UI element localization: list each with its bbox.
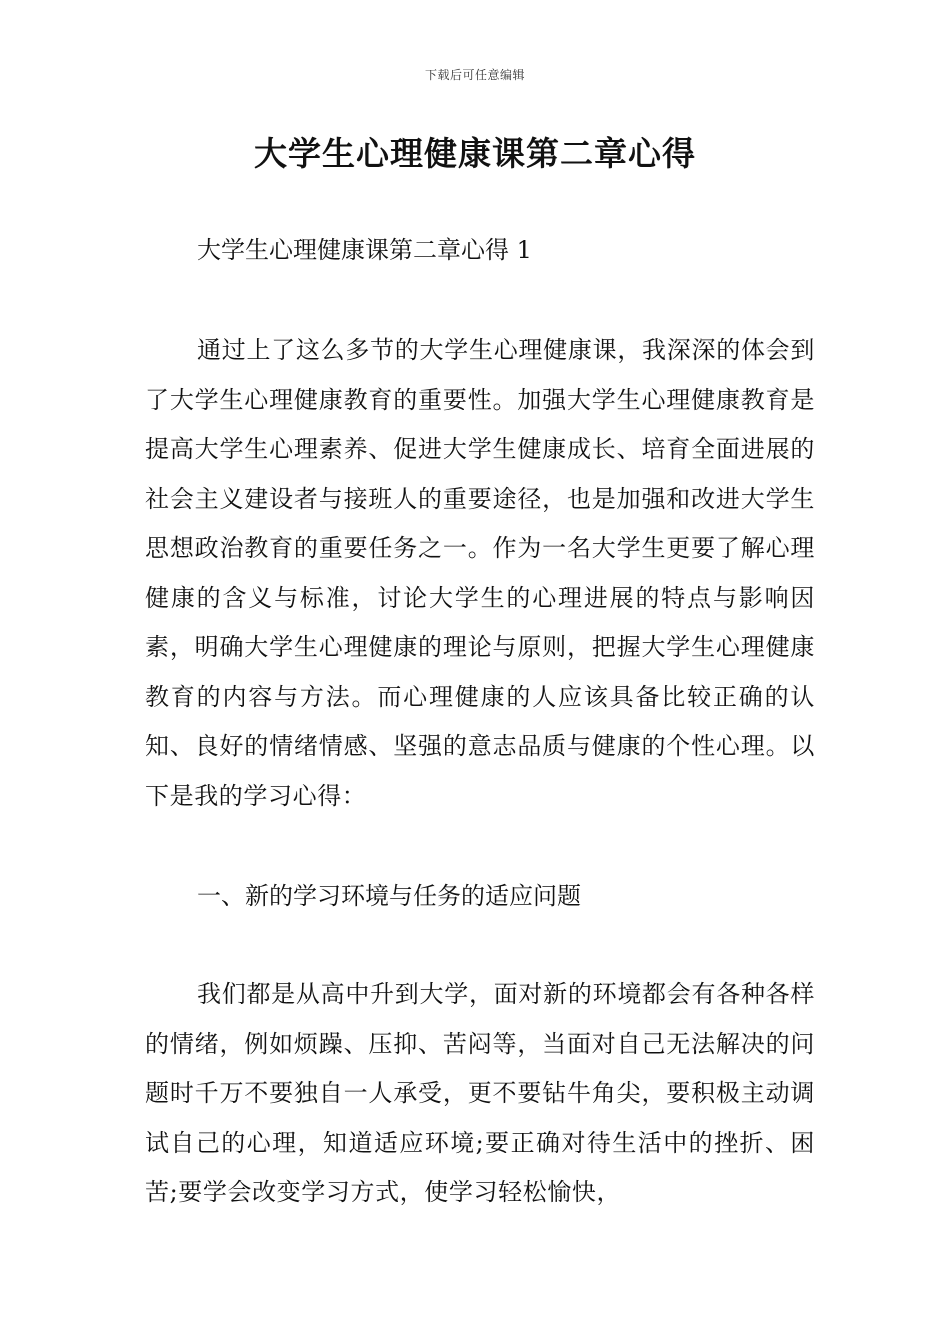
document-subtitle: 大学生心理健康课第二章心得 1 [197,236,532,264]
header-note: 下载后可任意编辑 [424,68,525,82]
section-heading: 一、新的学习环境与任务的适应问题 [197,882,581,910]
paragraph-intro: 通过上了这么多节的大学生心理健康课，我深深的体会到了大学生心理健康教育的重要性。加强大学生心理健康教育是提高大学生心理素养、促进大学生健康成长、培育全面进展的社会主义建设者与接班人的重要途径，也是加强和改进大学生思想政治教育的重要任务之一。作为一名大学生更要了解心理健康的含义与标准，讨论大学生的心理进展的特点与影响因素，明确大学生心理健康的理论与原则，把握大学生心理健康教育的内容与方法。而心理健康的人应该具备比较正确的认知、良好的情绪情感、坚强的意志品质与健康的个性心理。以下是我的学习心得： [145,336,815,810]
document-title: 大学生心理健康课第二章心得 [254,134,696,173]
paragraph-adaptation: 我们都是从高中升到大学，面对新的环境都会有各种各样的情绪，例如烦躁、压抑、苦闷等，当面对自己无法解决的问题时千万不要独自一人承受，更不要钻牛角尖，要积极主动调试自己的心理，知道适应环境;要正确对待生活中的挫折、困苦;要学会改变学习方式，使学习轻松愉快， [145,980,815,1206]
